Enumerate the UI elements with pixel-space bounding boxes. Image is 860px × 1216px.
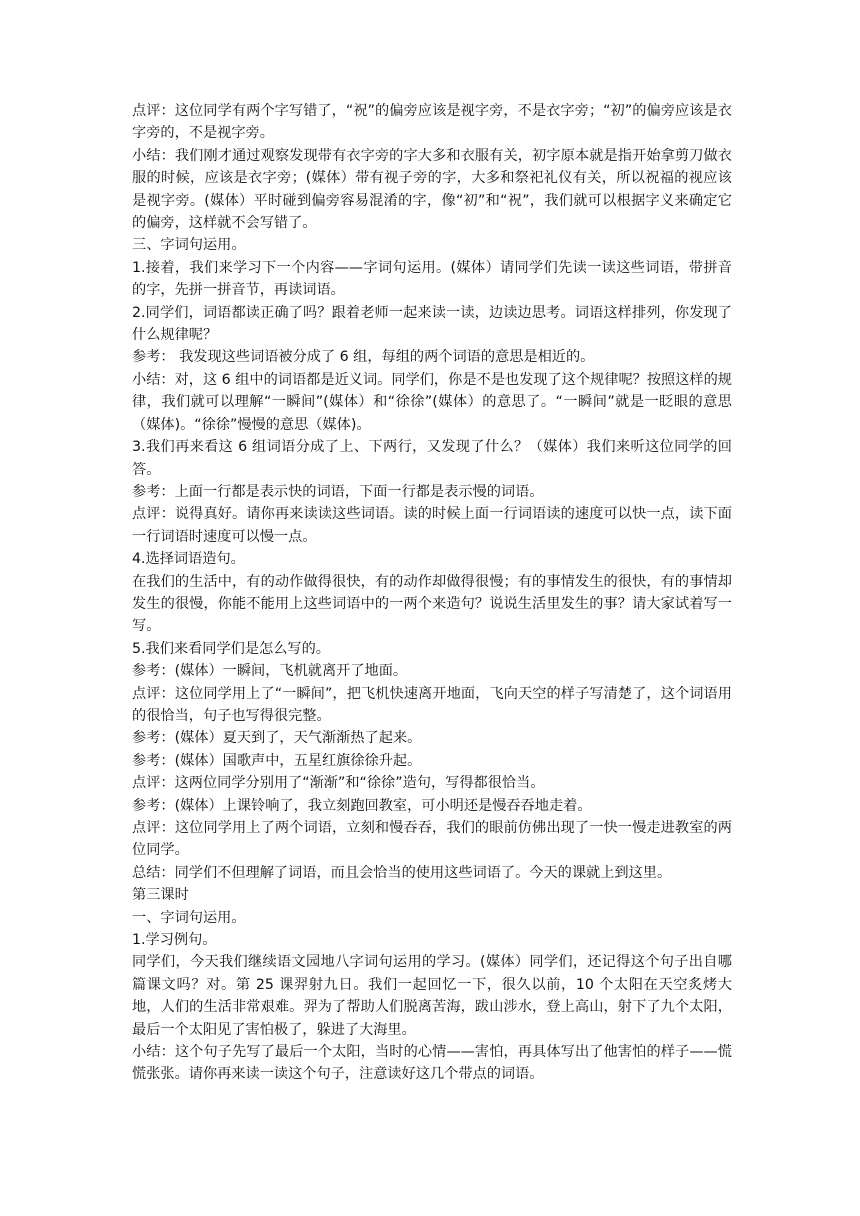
- paragraph-comment-airplane: 点评：这位同学用上了“一瞬间”，把飞机快速离开地面，飞向天空的样子写清楚了，这个词语用的很恰当，句子也写得很完整。: [132, 685, 732, 724]
- paragraph-summary-synonyms: 小结：对，这 6 组中的词语都是近义词。同学们，你是不是也发现了这个规律呢？按照这样的规律，我们就可以理解“一瞬间”(媒体）和“徐徐”(媒体）的意思了。“一瞬间”就是一眨眼的意思（媒体)。“徐徐”慢慢的意思（媒体)。: [132, 371, 732, 433]
- paragraph-comment-two-words: 点评：这位同学用上了两个词语，立刻和慢吞吞，我们的眼前仿佛出现了一快一慢走进教室的两位同学。: [132, 820, 732, 859]
- section-heading-word-usage-2: 一、字词句运用。: [132, 909, 246, 926]
- paragraph-comment-wrong-radicals: 点评：这位同学有两个字写错了，“祝”的偏旁应该是视字旁，不是衣字旁；“初”的偏旁应该是衣字旁的，不是视字旁。: [132, 103, 732, 142]
- paragraph-comment-reading-speed: 点评：说得真好。请你再来读读这些词语。读的时候上面一行词语读的速度可以快一点，读下面一行词语时速度可以慢一点。: [132, 506, 732, 545]
- paragraph-step-5: 5.我们来看同学们是怎么写的。: [132, 640, 330, 657]
- paragraph-step-4: 4.选择词语造句。: [132, 551, 245, 568]
- paragraph-comment-two-students: 点评：这两位同学分别用了“渐渐”和“徐徐”造句，写得都很恰当。: [132, 775, 545, 792]
- paragraph-step-1: 1.接着，我们来学习下一个内容——字词句运用。(媒体）请同学们先读一读这些词语，带拼音的字，先拼一拼音节，再读词语。: [132, 259, 732, 299]
- paragraph-step-2: 2.同学们，词语都读正确了吗？跟着老师一起来读一读，边读边思考。词语这样排列，你发现了什么规律呢？: [132, 304, 732, 344]
- paragraph-summary-sentence: 小结：这个句子先写了最后一个太阳，当时的心情——害怕，再具体写出了他害怕的样子——慌慌张张。请你再来读一读这个句子，注意读好这几个带点的词语。: [132, 1044, 732, 1083]
- paragraph-reference-airplane: 参考：(媒体）一瞬间，飞机就离开了地面。: [132, 663, 408, 680]
- document-body: [132, 100, 732, 1086]
- paragraph-learn-example: 1.学习例句。: [132, 932, 217, 949]
- paragraph-reference-6-groups: 参考： 我发现这些词语被分成了 6 组，每组的两个词语的意思是相近的。: [132, 349, 595, 366]
- paragraph-reference-fast-slow: 参考：上面一行都是表示快的词语，下面一行都是表示慢的词语。: [132, 483, 544, 500]
- paragraph-houyi-story: 同学们，今天我们继续语文园地八字词句运用的学习。(媒体）同学们，还记得这个句子出自哪篇课文吗？对。第 25 课羿射九日。我们一起回忆一下，很久以前，10 个太阳在天空炙烤大地，人们的生活非常艰难。羿为了帮助人们脱离苦海，跋山涉水，登上高山，射下了九个太阳，最后一个太阳见了害怕极了，躲进了大海里。: [132, 954, 732, 1038]
- paragraph-sentence-task: 在我们的生活中，有的动作做得很快，有的动作却做得很慢；有的事情发生的很快，有的事情却发生的很慢，你能不能用上这些词语中的一两个来造句？说说生活里发生的事？请大家试着写一写。: [132, 573, 732, 635]
- paragraph-summary-radicals: 小结：我们刚才通过观察发现带有衣字旁的字大多和衣服有关，初字原本就是指开始拿剪刀做衣服的时候，应该是衣字旁；(媒体）带有视子旁的字，大多和祭祀礼仪有关，所以祝福的视应该是视字旁。(媒体）平时碰到偏旁容易混淆的字，像“初”和“祝”，我们就可以根据字义来确定它的偏旁，这样就不会写错了。: [132, 147, 732, 232]
- section-heading-word-usage: 三、字词句运用。: [132, 237, 246, 254]
- paragraph-reference-summer: 参考：(媒体）夏天到了，天气渐渐热了起来。: [132, 730, 422, 747]
- heading-third-lesson: 第三课时: [132, 887, 189, 904]
- paragraph-reference-bell: 参考：(媒体）上课铃响了，我立刻跑回教室，可小明还是慢吞吞地走着。: [132, 797, 592, 814]
- paragraph-conclusion: 总结：同学们不但理解了词语，而且会恰当的使用这些词语了。今天的课就上到这里。: [132, 864, 672, 881]
- paragraph-step-3: 3.我们再来看这 6 组词语分成了上、下两行，又发现了什么？（媒体）我们来听这位同学的回答。: [132, 439, 732, 478]
- paragraph-reference-flag: 参考：(媒体）国歌声中，五星红旗徐徐升起。: [132, 752, 422, 769]
